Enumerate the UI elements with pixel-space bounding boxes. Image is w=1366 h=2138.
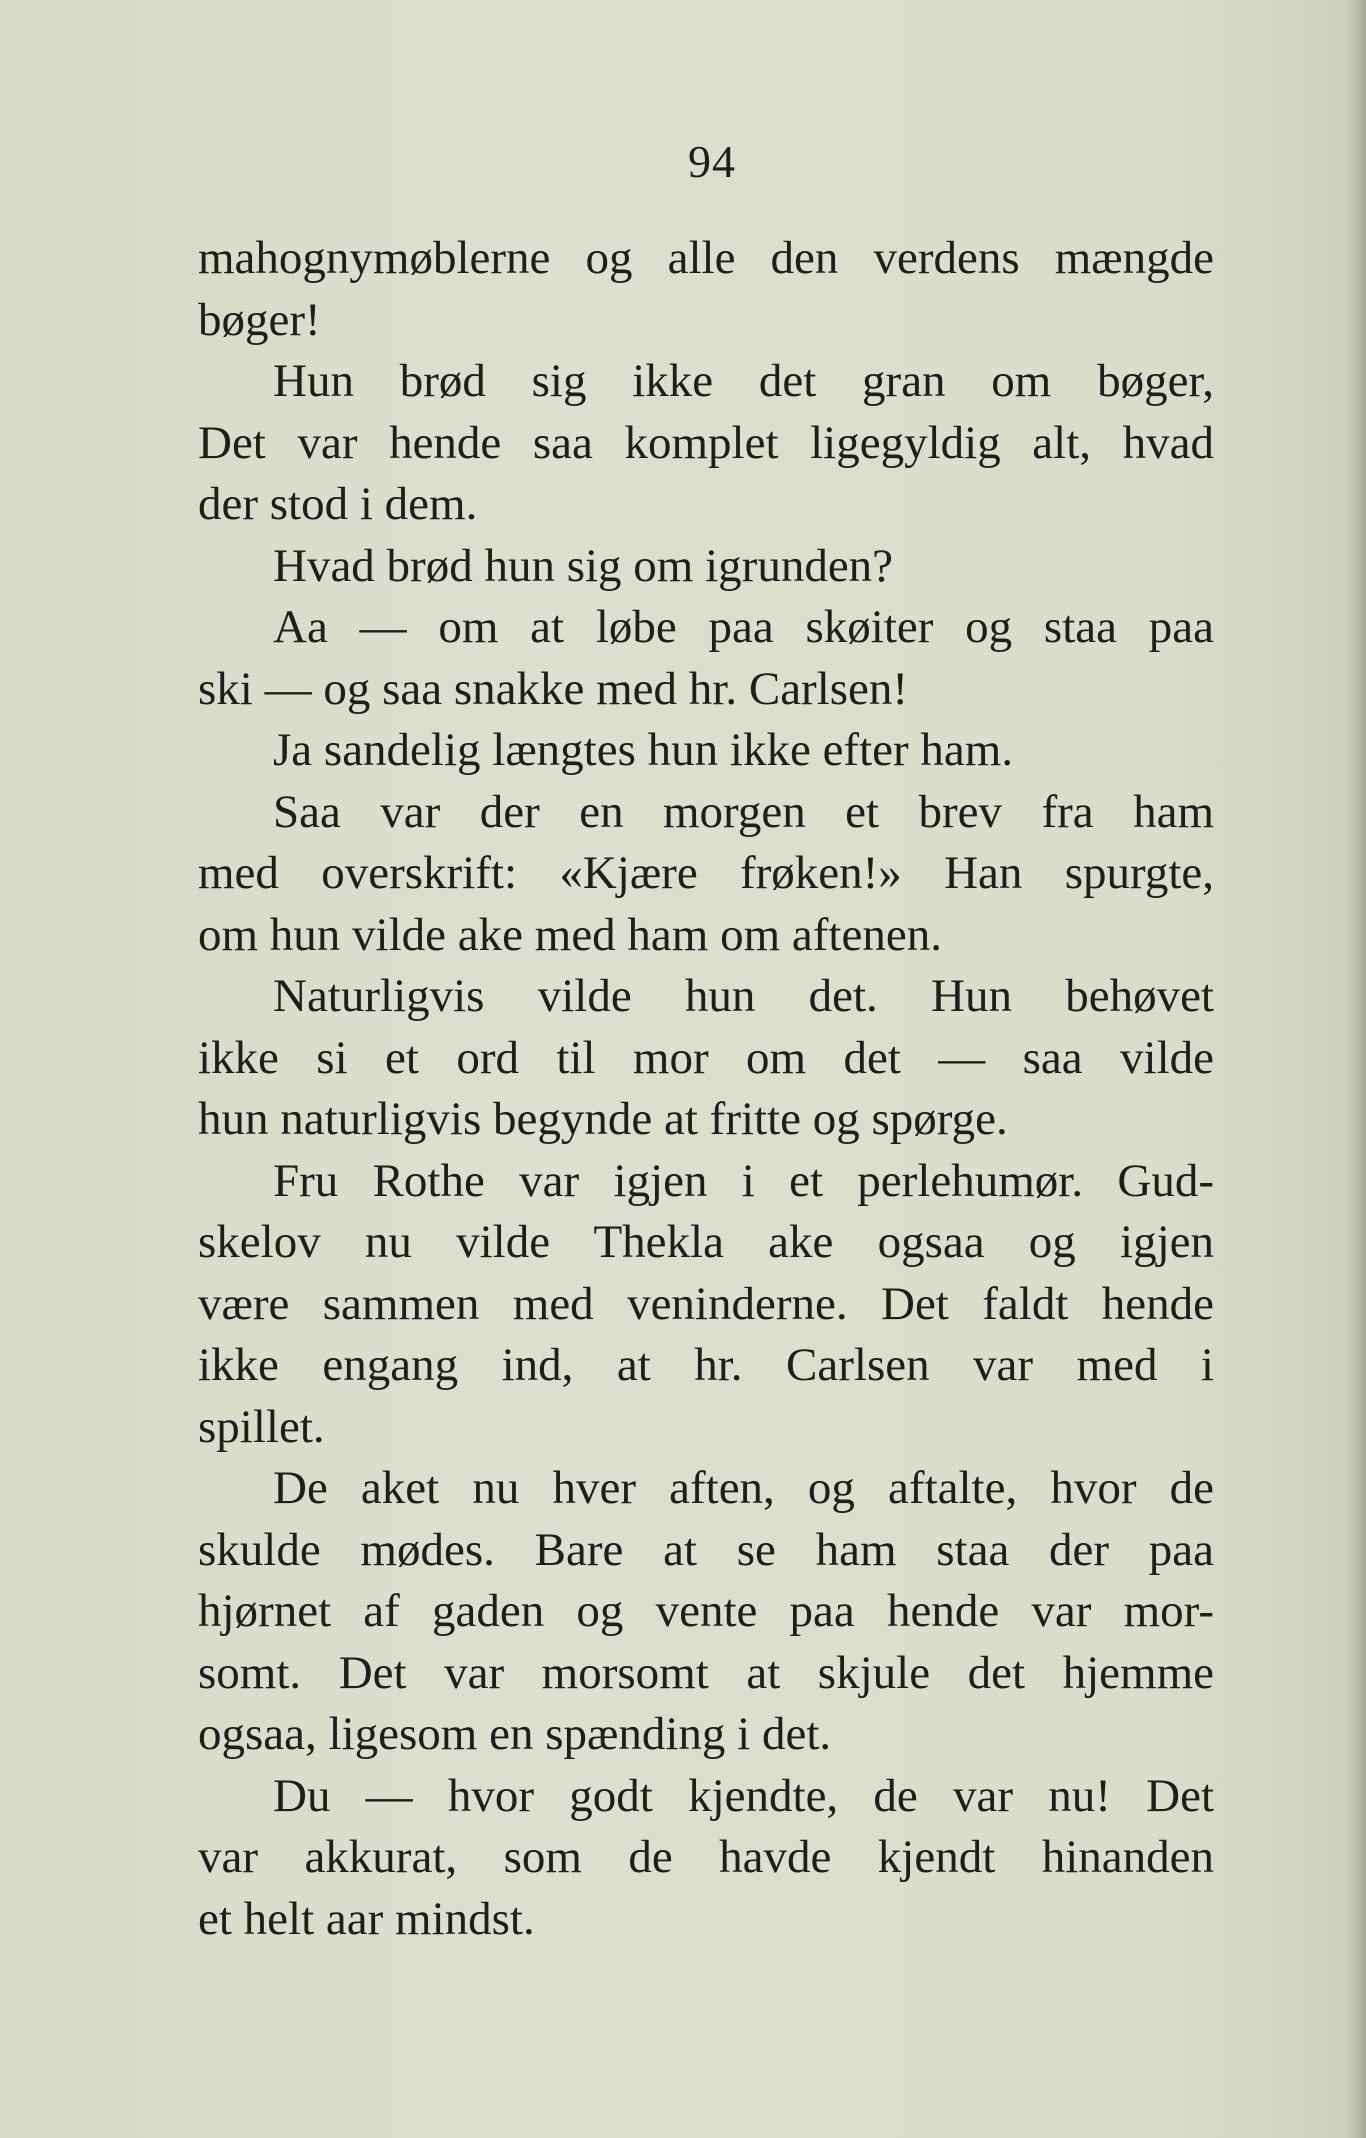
text-line: skelov nu vilde Thekla ake ogsaa og igjen [198, 1216, 1214, 1268]
text-line: ski — og saa snakke med hr. Carlsen! [198, 662, 909, 715]
text-line: ogsaa, ligesom en spænding i det. [198, 1708, 832, 1760]
text-line: Ja sandelig længtes hun ikke efter ham. [273, 724, 1014, 776]
text-line: ikke si et ord til mor om det — saa vilde [198, 1031, 1214, 1084]
body-text [198, 228, 1214, 1950]
text-line: skulde mødes. Bare at se ham staa der paa [198, 1523, 1214, 1576]
text-line: hjørnet af gaden og vente paa hende var mor- [198, 1585, 1214, 1637]
page-number: 94 [688, 136, 736, 187]
text-line: med overskrift: «Kjære frøken!» Han spurgte, [198, 847, 1214, 899]
text-line: Hun brød sig ikke det gran om bøger, [273, 355, 1214, 407]
text-line: Aa — om at løbe paa skøiter og staa paa [273, 601, 1214, 653]
text-line: De aket nu hver aften, og aftalte, hvor de [273, 1462, 1214, 1514]
text-line: Naturligvis vilde hun det. Hun behøvet [273, 970, 1214, 1022]
text-line: mahognymøblerne og alle den verdens mængde [198, 232, 1214, 284]
text-line: somt. Det var morsomt at skjule det hjemme [198, 1646, 1214, 1699]
text-line: der stod i dem. [198, 478, 478, 530]
text-line: bøger! [198, 293, 321, 346]
text-line: spillet. [198, 1400, 325, 1453]
text-line: være sammen med veninderne. Det faldt hende [198, 1277, 1214, 1330]
text-line: var akkurat, som de havde kjendt hinanden [198, 1831, 1214, 1883]
text-line: Hvad brød hun sig om igrunden? [273, 539, 894, 592]
page-edge-shadow [1346, 0, 1366, 2138]
text-line: Du — hvor godt kjendte, de var nu! Det [273, 1769, 1214, 1822]
text-line: om hun vilde ake med ham om aftenen. [198, 908, 942, 961]
text-line: Fru Rothe var igjen i et perlehumør. Gud- [273, 1154, 1214, 1207]
text-line: ikke engang ind, at hr. Carlsen var med i [198, 1339, 1214, 1391]
text-line: Saa var der en morgen et brev fra ham [273, 785, 1214, 838]
text-line: hun naturligvis begynde at fritte og spørge. [198, 1093, 1008, 1145]
text-line: Det var hende saa komplet ligegyldig alt, hvad [198, 416, 1214, 469]
text-line: et helt aar mindst. [198, 1892, 535, 1945]
